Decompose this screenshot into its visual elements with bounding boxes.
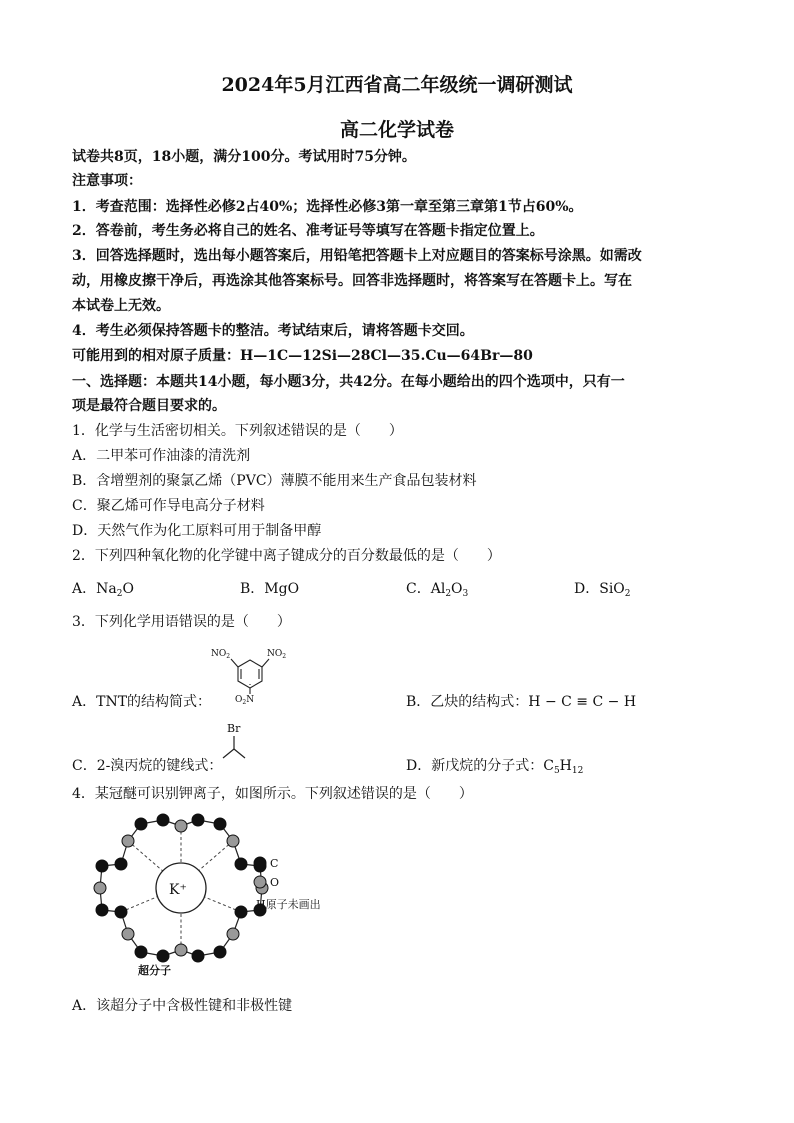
- q1-stem: 1．化学与生活密切相关。下列叙述错误的是（ ）: [72, 423, 403, 439]
- tnt-no2-bottom: $O_2N$: [235, 695, 255, 704]
- crown-ether-figure: [80, 812, 340, 982]
- section-heading-line-1: 一、选择题：本题共14小题，每小题3分，共42分。在每小题给出的四个选项中，只有一: [72, 374, 625, 390]
- notes-heading: 注意事项：: [72, 173, 142, 189]
- q2-option-a: A．$Na_2O$: [72, 581, 134, 599]
- q2-stem: 2．下列四种氧化物的化学键中离子键成分的百分数最低的是（ ）: [72, 548, 501, 564]
- legend-o-label: O: [270, 876, 280, 889]
- q1-option-d: D．天然气作为化工原料可用于制备甲醇: [72, 523, 322, 539]
- tnt-no2-left: $NO_2$: [211, 649, 231, 660]
- legend-c-label: C: [270, 857, 279, 870]
- note-3-line-2: 动，用橡皮擦干净后，再选涂其他答案标号。回答非选择题时，将答案写在答题卡上。写在: [72, 273, 632, 289]
- note-4: 4．考生必须保持答题卡的整洁。考试结束后，请将答题卡交回。: [72, 323, 474, 339]
- q2-option-c: C．$Al_2O_3$: [406, 581, 469, 599]
- section-heading-line-2: 项是最符合题目要求的。: [72, 398, 226, 414]
- exam-summary: 试卷共8页，18小题，满分100分。考试用时75分钟。: [72, 149, 416, 165]
- q4-stem: 4．某冠醚可识别钾离子，如图所示。下列叙述错误的是（ ）: [72, 786, 473, 802]
- q3-stem: 3．下列化学用语错误的是（ ）: [72, 614, 291, 630]
- legend-o-marker: [254, 876, 266, 888]
- q3-option-d: D．新戊烷的分子式：$C_5H_{12}$: [406, 758, 584, 776]
- atomic-masses: 可能用到的相对原子质量：H—1C—12Si—28Cl—35.Cu—64Br—80: [72, 348, 533, 364]
- note-3-line-1: 3．回答选择题时，选出每小题答案后，用铅笔把答题卡上对应题目的答案标号涂黑。如需改: [72, 248, 642, 264]
- tnt-structure: [205, 638, 305, 704]
- figure-caption: 超分子: [138, 964, 171, 977]
- legend-h-note: H原子未画出: [256, 898, 321, 911]
- exam-title: 2024年5月江西省高二年级统一调研测试: [221, 74, 573, 96]
- k-ion-label: K⁺: [169, 882, 187, 898]
- legend-c-marker: [254, 857, 266, 869]
- note-1: 1．考查范围：选择性必修2占40%；选择性必修3第一章至第三章第1节占60%。: [72, 199, 583, 215]
- note-2: 2．答卷前，考生务必将自己的姓名、准考证号等填写在答题卡指定位置上。: [72, 223, 544, 239]
- br-label: Br: [227, 722, 241, 735]
- bromopropane-skeletal: [218, 718, 258, 768]
- q3-option-c: C．2-溴丙烷的键线式：: [72, 758, 223, 774]
- q3-option-a: A．TNT的结构简式：: [72, 694, 212, 710]
- q1-option-a: A．二甲苯可作油漆的清洗剂: [72, 448, 251, 464]
- q2-option-d: D．SiO$_2$: [574, 581, 631, 599]
- note-3-line-3: 本试卷上无效。: [72, 298, 170, 314]
- exam-subtitle: 高二化学试卷: [339, 119, 454, 141]
- tnt-no2-right: $NO_2$: [267, 649, 287, 660]
- q1-option-b: B．含增塑剂的聚氯乙烯（PVC）薄膜不能用来生产食品包装材料: [72, 473, 477, 489]
- q4-option-a: A．该超分子中含极性键和非极性键: [72, 998, 293, 1014]
- q2-option-b: B．MgO: [240, 581, 300, 597]
- q3-option-b: B．乙炔的结构式：H − C ≡ C − H: [406, 694, 637, 710]
- q1-option-c: C．聚乙烯可作导电高分子材料: [72, 498, 265, 514]
